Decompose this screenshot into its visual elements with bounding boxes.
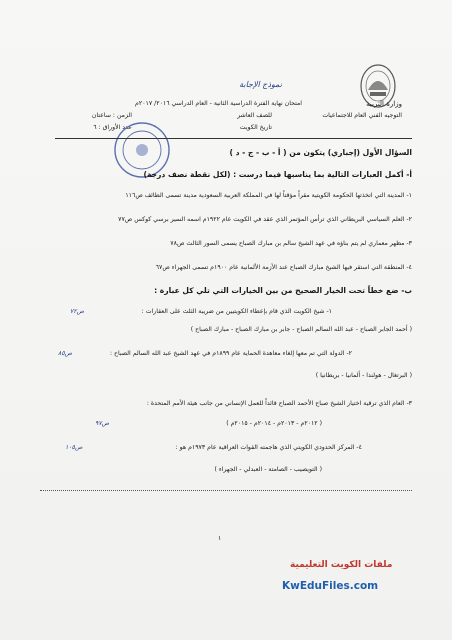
page-number: ١: [218, 535, 222, 542]
q1b-question-4: ٤- المركز الحدودي الكويتي الذي هاجمته القوات العراقية عام ١٩٧٣م هو :: [175, 444, 362, 451]
model-label: نموذج الإجابة: [239, 80, 282, 89]
q1b-options-1: ( أحمد الجابر الصباح - عبد الله السالم الصباح - جابر بن مبارك الصباح - مبارك الصباح ): [190, 326, 412, 333]
q1b-options-3: ( ٢٠١٢م - ٢٠١٣م - ٢٠١٤م - ٢٠١٥م ): [226, 420, 322, 427]
q1b-title: ب- ضع خطاً تحت الخيار الصحيح من بين الخيارات التي تلي كل عبارة :: [154, 286, 412, 295]
q1-title: السؤال الأول (إجباري) يتكون من ( أ - ب - ج - د ): [229, 148, 412, 157]
grade-label: للصف العاشر: [237, 112, 272, 119]
brand-title: ملفات الكويت التعليمية: [290, 560, 393, 570]
brand-site-link[interactable]: KwEduFiles.com: [282, 580, 379, 592]
q1a-item-2: ٢- العلم السياسي البريطاني الذي ترأس المؤتمر الذي عقد في الكويت عام ١٩٢٢م اسمه السير برسي كوكس ص٧٧: [118, 216, 412, 223]
q1b-page-2: ص٨٥: [58, 350, 73, 357]
q1a-title: أ- أكمل العبارات التالية بما يناسبها فيما درست : (لكل نقطة نصف درجة): [143, 170, 412, 179]
q1b-page-4: ص١٠٥: [65, 444, 83, 451]
q1a-item-3: ٣- مظهر معماري لم يتم بناؤه في عهد الشيخ سالم بن مبارك الصباح يسمى السور الثالث ص٧٨: [170, 240, 412, 247]
q1a-item-4: ٤- المنطقة التي استقر فيها الشيخ مبارك الصباح عند الأزمة الألمانية عام ١٩٠٠م تسمى الجهراء ص٦٧: [155, 264, 412, 271]
q1b-question-2: ٢- الدولة التي تم معها إلغاء معاهدة الحماية عام ١٨٩٩م في عهد الشيخ عبد الله السالم الصباح :: [110, 350, 352, 357]
q1b-page-1: ص٧٢: [70, 308, 85, 315]
q1b-question-1: ١- شيخ الكويت الذي قام بإعطاء الكويتيين من ضريبة الثلث على العقارات :: [141, 308, 332, 315]
q1b-page-3: ص٩٧: [95, 420, 110, 427]
q1b-options-2: ( البرتغال - هولندا - ألمانيا - بريطانيا ): [315, 372, 412, 379]
q1b-question-3: ٣- العام الذي ترقية اختيار الشيخ صباح الأحمد الصباح قائداً للعمل الإنساني من جانب هيئة الأمم المتحدة :: [146, 400, 412, 407]
subject-label: تاريخ الكويت: [239, 124, 272, 131]
department-name: التوجيه الفني العام للاجتماعيات: [322, 112, 402, 119]
q1b-options-4: ( التويصيب - الصامتة - العبدلي - الجهراء ): [214, 466, 322, 473]
exam-title: امتحان نهاية الفترة الدراسية الثانية - العام الدراسي ٢٠١٦/ ٢٠١٧م: [135, 100, 302, 107]
duration-label: الزمن : ساعتان: [91, 112, 132, 119]
ministry-name: وزارة التربية: [366, 100, 402, 108]
q1a-item-1: ١- المدينة التي اتخذتها الحكومة الكويتية مقراً مؤقتاً لها في المملكة العربية السعودية مدينة تسمى الطائف ص١١٦: [125, 192, 412, 199]
pages-label: عدد الأوراق : ٦: [93, 124, 132, 131]
